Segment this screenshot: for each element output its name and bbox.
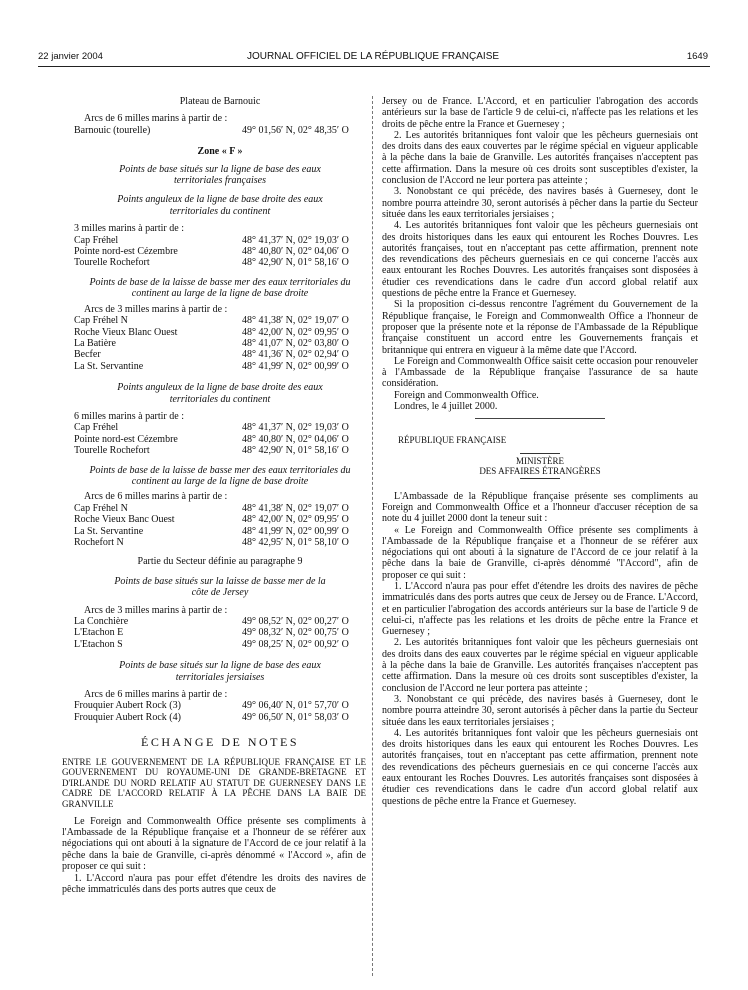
coord-row [74,639,366,650]
section-subtitle: Points de base situés sur la laisse de basse mer de la côte de Jersey [114,575,326,599]
paragraph: Le Foreign and Commonwealth Office présente ses compliments à l'Ambassade de la République française et a l'honneur de se référer aux négociations qui ont abouti à la signature de l'Accord de ce jour relatif à la pêche dans la baie de Granville, ci-après dénommé « l'Accord », afin de proposer ce qui suit : [62,815,366,873]
section-title: Plateau de Barnouic [179,96,261,107]
coord-list [74,422,366,456]
coord-row [74,537,366,548]
paragraph: 1. L'Accord n'aura pas pour effet d'étendre les droits des navires de pêche immatriculés dans des ports autres que ceux de Jersey ou de France. L'Accord, et en particulier l'abrogation des accords antérieurs sur la base de l'article 9 de celui-ci, n'affecte pas les relations et les droits de pêche entre la France et Guernesey ; [382,580,698,638]
coordinates: 48° 41,38′ N, 02° 19,07′ O [242,315,349,327]
date-line: Londres, le 4 juillet 2000. [394,401,498,413]
place-name: Cap Fréhel [74,422,119,434]
coord-row [74,700,366,711]
arcs-label: Arcs de 3 milles marins à partir de : [84,303,228,315]
coordinates: 49° 01,56′ N, 02° 48,35′ O [242,124,349,136]
place-name: L'Etachon S [74,638,123,650]
coord-list [74,235,366,269]
place-name: L'Etachon E [74,627,124,639]
separator [520,478,560,479]
paragraph: 4. Les autorités britanniques font valoir que les pêcheurs guernesiais ont des droits historiques dans les eaux qui entourent les Roches Douvres. Les autorités françaises, tout en n'acceptant pas cette affirmation, prennent note des revendications des pêcheurs guernesiais en ce qui concerne l'accès aux eaux entourant les Roches Douvres. Les autorités françaises sont disposées à étudier ces revendications dans le cadre d'un accord global relatif aux questions de pêche entre la France et Guernesey. [382,727,698,807]
coordinates: 48° 41,37′ N, 02° 19,03′ O [242,234,349,246]
coord-row [74,616,366,627]
place-name: Cap Fréhel N [74,502,128,514]
place-name: Barnouic (tourelle) [74,124,151,136]
coord-list [74,125,366,136]
coordinates: 49° 08,52′ N, 02° 00,27′ O [242,616,349,628]
coordinates: 48° 41,36′ N, 02° 02,94′ O [242,349,349,361]
coordinates: 49° 08,25′ N, 02° 00,92′ O [242,638,349,650]
ministry-line: MINISTÈRE [516,455,564,466]
coordinates: 49° 08,32′ N, 02° 00,75′ O [242,627,349,639]
coordinates: 48° 41,37′ N, 02° 19,03′ O [242,422,349,434]
paragraph: 2. Les autorités britanniques font valoir que les pêcheurs guernesiais ont des droits dans des eaux couvertes par le régime spécial en vigueur applicable à la pêche dans la baie de Granville. Les autorités françaises n'acceptent pas cette affirmation. Dans la mesure où ces droits sont susceptibles d'exister, la conclusion de l'Accord ne leur portera pas atteinte ; [382,637,698,694]
place-name: Frouquier Aubert Rock (3) [74,700,181,712]
journal-title: JOURNAL OFFICIEL DE LA RÉPUBLIQUE FRANÇAISE [246,51,500,62]
coordinates: 48° 41,38′ N, 02° 19,07′ O [242,502,349,514]
coord-row [74,235,366,246]
coord-row [74,712,366,723]
place-name: Roche Vieux Banc Ouest [74,514,175,526]
column-divider [372,96,373,976]
arcs-label: 6 milles marins à partir de : [74,410,184,422]
coord-row [74,503,366,514]
paragraph: L'Ambassade de la République française présente ses compliments au Foreign and Commonwealth Office et a l'honneur d'accuser réception de sa note du 4 juillet 2000 dont la teneur suit : [382,490,698,525]
place-name: Tourelle Rochefort [74,445,150,457]
coordinates: 49° 06,50′ N, 01° 58,03′ O [242,711,349,723]
separator [475,418,605,419]
coord-row [74,349,366,360]
coordinates: 48° 41,99′ N, 02° 00,99′ O [242,525,349,537]
place-name: La Conchière [74,616,129,628]
paragraph: 1. L'Accord n'aura pas pour effet d'étendre les droits des navires de pêche immatriculés dans des ports autres que ceux de [62,872,366,896]
place-name: Cap Fréhel [74,234,119,246]
place-name: Pointe nord-est Cézembre [74,433,178,445]
left-column [62,96,366,896]
coord-row [74,627,366,638]
place-name: Pointe nord-est Cézembre [74,246,178,258]
place-name: Rochefort N [74,537,124,548]
coord-list [74,616,366,650]
separator [520,453,560,454]
coord-row [74,422,366,433]
section-title: Partie du Secteur définie au paragraphe 9 [137,556,303,568]
ministry-line: DES AFFAIRES ÉTRANGÈRES [479,465,601,476]
coord-row [74,434,366,445]
paragraph: Si la proposition ci-dessus rencontre l'agrément du Gouvernement de la République française, le Foreign and Commonwealth Office a l'honneur de proposer que la présente note et la réponse de l'Ambassade de la République française constituent un accord entre les Gouvernements français et britannique qui entrera en vigueur à la même date que l'Accord. [382,299,698,356]
arcs-label: Arcs de 6 milles marins à partir de : [84,689,228,701]
paragraph: 4. Les autorités britanniques font valoir que les pêcheurs guernesiais ont des droits historiques dans les eaux qui entourent les Roches Douvres. Les autorités françaises, tout en n'acceptant pas cette affirmation, prennent note des revendications des pêcheurs guernesiais en ce qui concerne l'accès aux eaux entourant les Roches Douvres. Les autorités françaises sont disposées à étudier ces revendications dans le cadre d'un accord global relatif aux questions de pêche entre la France et Guernesey. [382,220,698,300]
paragraph: 3. Nonobstant ce qui précède, des navires basés à Guernesey, dont le nombre pourra atteindre 30, seront autorisés à pêcher dans la partie du Secteur située dans les eaux territoriales jersiaises ; [382,693,698,728]
arcs-label: 3 milles marins à partir de : [74,223,184,235]
paragraph: Jersey ou de France. L'Accord, et en particulier l'abrogation des accords antérieurs sur la base de l'article 9 de celui-ci, n'affecte pas les relations et les droits de pêche entre la France et Guernesey ; [382,96,698,130]
coordinates: 48° 42,95′ N, 01° 58,10′ O [242,537,349,548]
page-number: 1649 [686,51,708,62]
coord-row [74,125,366,136]
place-name: La Batière [74,337,116,349]
section-title: Points anguleux de la ligne de base droite des eaux territoriales du continent [117,194,323,217]
paragraph: Le Foreign and Commonwealth Office saisit cette occasion pour renouveler à l'Ambassade de la République française l'assurance de sa haute considération. [382,355,698,390]
header-rule [38,66,710,67]
notes-heading: ÉCHANGE DE NOTES [141,735,299,750]
signature: Foreign and Commonwealth Office. [394,389,539,401]
coordinates: 48° 42,90′ N, 01° 58,16′ O [242,445,349,457]
place-name: La St. Servantine [74,525,144,537]
coord-list [74,700,366,723]
place-name: Becfer [74,349,101,361]
coord-row [74,361,366,372]
arcs-label: Arcs de 6 milles marins à partir de : [84,113,228,125]
republic-heading: RÉPUBLIQUE FRANÇAISE [398,435,507,446]
header-date: 22 janvier 2004 [38,51,103,62]
coord-row [74,257,366,268]
coord-list [74,315,366,372]
arcs-label: Arcs de 3 milles marins à partir de : [84,604,228,616]
place-name: Tourelle Rochefort [74,257,150,269]
coordinates: 48° 42,00′ N, 02° 09,95′ O [242,326,349,338]
section-title: Points de base situés sur la ligne de base des eaux territoriales jersiaises [119,660,321,683]
section-title: Points anguleux de la ligne de base droite des eaux territoriales du continent [117,382,323,405]
notes-caption: ENTRE LE GOUVERNEMENT DE LA RÉPUBLIQUE FRANÇAISE ET LE GOUVERNEMENT DU ROYAUME-UNI DE GRANDE-BRETAGNE ET D'IRLANDE DU NORD RELATIF AU STATUT DE GUERNESEY DANS LE CADRE DE L'ACCORD RELATIF À LA PÊCHE DANS LA BAIE DE GRANVILLE [62,756,366,810]
arcs-label: Arcs de 6 milles marins à partir de : [84,491,228,503]
place-name: Frouquier Aubert Rock (4) [74,711,181,723]
right-column [382,96,698,807]
place-name: Roche Vieux Blanc Ouest [74,326,178,338]
coordinates: 48° 41,99′ N, 02° 00,99′ O [242,360,349,372]
coord-row [74,315,366,326]
coord-row [74,246,366,257]
place-name: Cap Fréhel N [74,315,128,327]
paragraph: 3. Nonobstant ce qui précède, des navires basés à Guernesey, dont le nombre pourra atteindre 30, seront autorisés à pêcher dans la partie du Secteur située dans les eaux territoriales jersiaises ; [382,186,698,220]
coord-row [74,327,366,338]
coordinates: 49° 06,40′ N, 01° 57,70′ O [242,700,349,712]
section-title: Points de base de la laisse de basse mer des eaux territoriales du continent au large de la ligne de base droite [89,464,351,487]
coordinates: 48° 42,90′ N, 01° 58,16′ O [242,257,349,269]
section-title: Points de base de la laisse de basse mer des eaux territoriales du continent au large de la ligne de base droite [89,276,351,300]
coordinates: 48° 41,07′ N, 02° 03,80′ O [242,337,349,349]
place-name: La St. Servantine [74,360,144,372]
coord-row [74,526,366,537]
coordinates: 48° 42,00′ N, 02° 09,95′ O [242,514,349,526]
coordinates: 48° 40,80′ N, 02° 04,06′ O [242,433,349,445]
paragraph: « Le Foreign and Commonwealth Office présente ses compliments à l'Ambassade de la République française et a l'honneur de se référer aux négociations qui ont abouti à la signature de l'Accord de ce jour relatif à la pêche dans la baie de Granville, ci-après dénommé "l'Accord", afin de proposer ce qui suit : [382,524,698,581]
zone-title: Zone « F » [197,146,243,158]
coord-row [74,445,366,456]
page-header [38,51,708,65]
coordinates: 48° 40,80′ N, 02° 04,06′ O [242,246,349,258]
paragraph: 2. Les autorités britanniques font valoir que les pêcheurs guernesiais ont des droits dans des eaux couvertes par le régime spécial en vigueur applicable à la pêche dans la baie de Granville. Les autorités françaises n'acceptent pas cette affirmation. Dans la mesure où ces droits sont susceptibles d'exister, la conclusion de l'Accord ne leur portera pas atteinte ; [382,129,698,187]
coord-row [74,338,366,349]
coord-row [74,514,366,525]
coord-list [74,503,366,549]
zone-subtitle: Points de base situés sur la ligne de base des eaux territoriales françaises [119,163,321,187]
